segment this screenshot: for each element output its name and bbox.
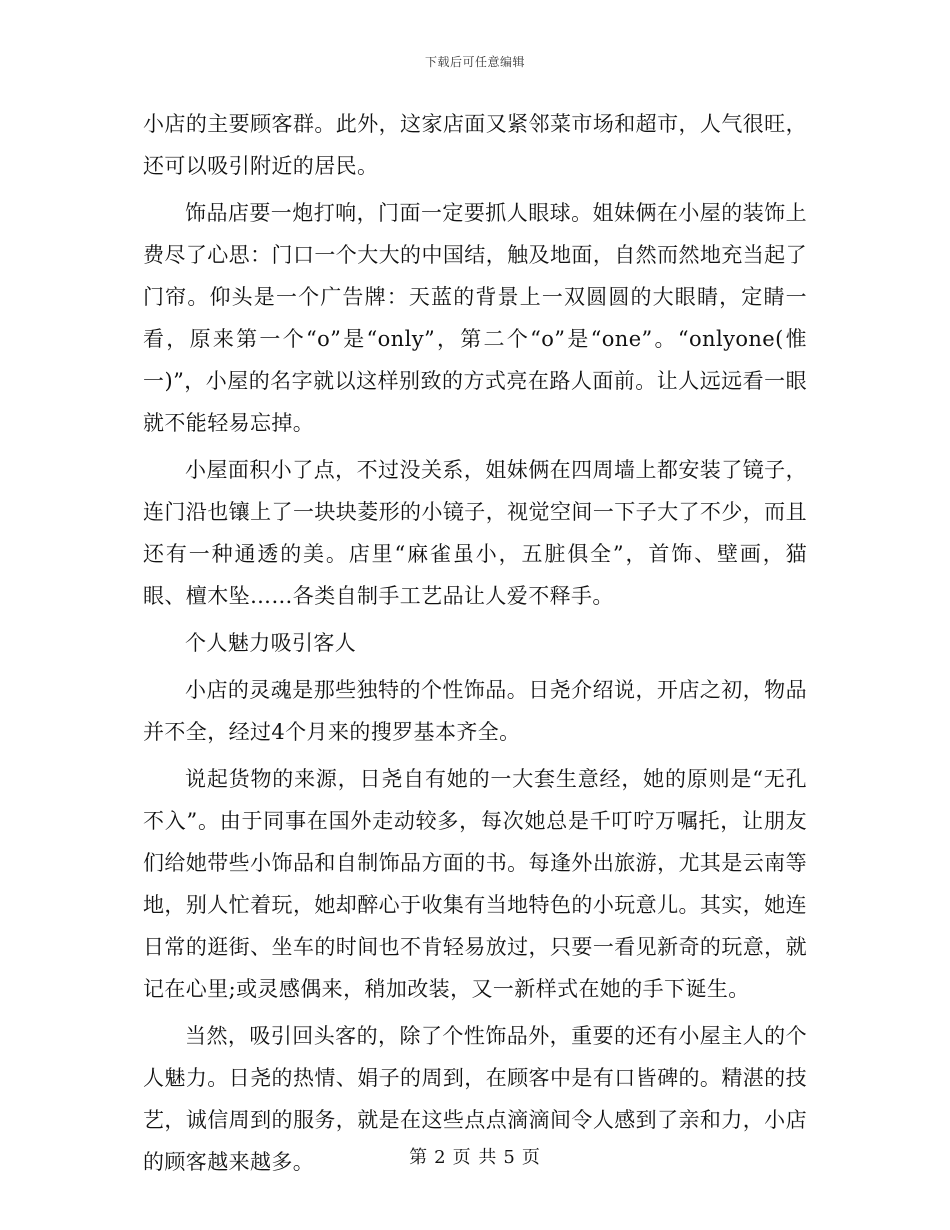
footer-label-suffix: 页 [521,1147,541,1168]
paragraph-1: 小店的主要顾客群。此外，这家店面又紧邻菜市场和超市，人气很旺，还可以吸引附近的居民。 [143,112,807,178]
paragraph-4: 小店的灵魂是那些独特的个性饰品。日尧介绍说，开店之初，物品并不全，经过4个月来的搜罗基本齐全。 [143,678,807,744]
paragraph-6: 当然，吸引回头客的，除了个性饰品外，重要的还有小屋主人的个人魅力。日尧的热情、娟子的周到，在顾客中是有口皆碑的。精湛的技艺，诚信周到的服务，就是在这些点点滴滴间令人感到了亲和力，小店的顾客越来越多。 [143,1024,807,1174]
footer-label-prefix: 第 [409,1147,429,1168]
section-heading: 个人魅力吸引客人 [185,631,357,655]
paragraph-3: 小屋面积小了点，不过没关系，姐妹俩在四周墙上都安装了镜子，连门沿也镶上了一块块菱形的小镜子，视觉空间一下子大了不少，而且还有一种通透的美。店里“麻雀虽小，五脏俱全”，首饰、壁画，猫眼、檀木坠……各类自制手工艺品让人爱不释手。 [143,458,807,608]
footer-label-middle: 页 共 [452,1147,498,1168]
document-body [143,103,807,1188]
paragraph-5: 说起货物的来源，日尧自有她的一大套生意经，她的原则是“无孔不入”。由于同事在国外走动较多，每次她总是千叮咛万嘱托，让朋友们给她带些小饰品和自制饰品方面的书。每逢外出旅游，尤其是云南等地，别人忙着玩，她却醉心于收集有当地特色的小玩意儿。其实，她连日常的逛街、坐车的时间也不肯轻易放过，只要一看见新奇的玩意，就记在心里;或灵感偶来，稍加改装，又一新样式在她的手下诞生。 [143,767,807,1001]
page-header-note: 下载后可任意编辑 [424,55,525,69]
page-footer [0,1143,950,1169]
current-page-number: 2 [434,1147,447,1168]
total-page-count: 5 [503,1147,516,1168]
paragraph-2: 饰品店要一炮打响，门面一定要抓人眼球。姐妹俩在小屋的装饰上费尽了心思：门口一个大大的中国结，触及地面，自然而然地充当起了门帘。仰头是一个广告牌：天蓝的背景上一双圆圆的大眼睛，定睛一看，原来第一个“o”是“only”，第二个“o”是“one”。“onlyone(惟一)”，小屋的名字就以这样别致的方式亮在路人面前。让人远远看一眼就不能轻易忘掉。 [143,201,807,435]
